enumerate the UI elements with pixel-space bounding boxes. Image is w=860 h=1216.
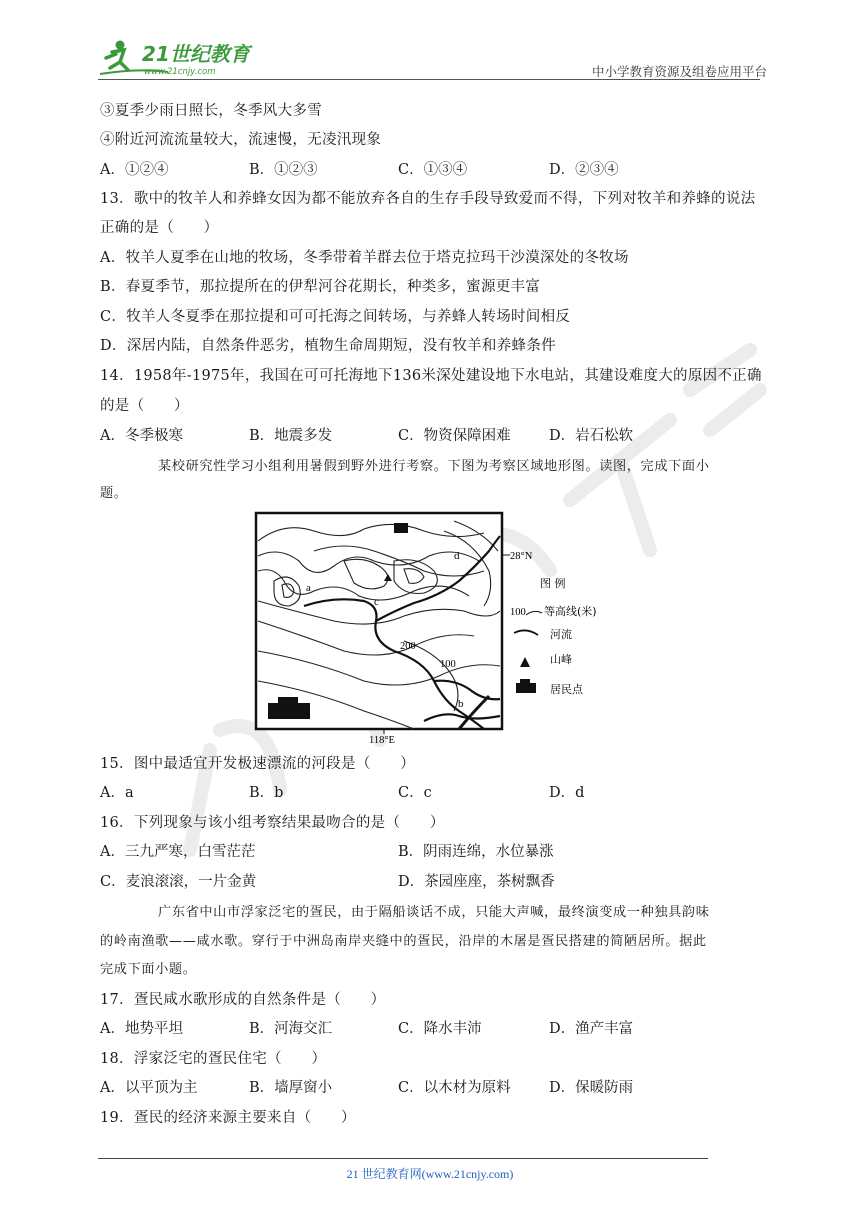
intro1-line1: 某校研究性学习小组利用暑假到野外进行考察。下图为考察区域地形图。读图，完成下面小 <box>158 459 710 474</box>
intro2-line2: 的岭南渔歌——咸水歌。穿行于中洲岛南岸夹缝中的疍民，沿岸的木屠是疍民搭建的简陋居所。据此 <box>100 934 707 949</box>
q18-option-d[interactable]: D．保暖防雨 <box>549 1080 634 1096</box>
q13-option-d[interactable]: D．深居内陆，自然条件恶劣，植物生命周期短，没有牧羊和养蜂条件 <box>100 338 556 354</box>
longitude-label: 118°E <box>369 735 395 746</box>
q14-option-c[interactable]: C．物资保障困难 <box>398 428 511 444</box>
footer-divider <box>98 1158 708 1159</box>
latitude-label: 28°N <box>510 551 533 562</box>
q13-option-c[interactable]: C．牧羊人冬夏季在那拉提和可可托海之间转场，与养蜂人转场时间相反 <box>100 309 571 325</box>
q12-option-d[interactable]: D．②③④ <box>549 162 619 178</box>
legend-title: 图 例 <box>540 577 566 590</box>
map-frame <box>256 513 502 729</box>
statement-3: ③夏季少雨日照长，冬季风大多雪 <box>100 103 322 119</box>
q13-option-a[interactable]: A．牧羊人夏季在山地的牧场，冬季带着羊群去位于塔克拉玛干沙漠深处的冬牧场 <box>100 250 629 266</box>
contour-label-200: 200 <box>400 641 416 652</box>
q15-option-d[interactable]: D．d <box>549 785 585 801</box>
q16-option-a[interactable]: A．三九严寒，白雪茫茫 <box>100 844 256 860</box>
q13-option-b[interactable]: B．春夏季节，那拉提所在的伊犁河谷花期长，种类多，蜜源更丰富 <box>100 279 541 295</box>
peak-legend-icon <box>520 657 530 667</box>
legend-river: 河流 <box>550 628 572 641</box>
q16-option-d[interactable]: D．茶园座座，茶树飘香 <box>398 874 555 890</box>
q12-option-c[interactable]: C．①③④ <box>398 162 468 178</box>
legend-contour: 等高线(米) <box>544 605 597 618</box>
q13-stem-line2: 正确的是（ ） <box>100 220 219 236</box>
q19-stem: 19．疍民的经济来源主要来自（ ） <box>100 1110 356 1126</box>
legend-settlement: 居民点 <box>550 683 583 696</box>
legend-peak: 山峰 <box>550 653 572 666</box>
topographic-map <box>254 511 614 746</box>
intro1-line2: 题。 <box>100 486 128 501</box>
map-label-a: a <box>306 582 311 594</box>
statement-4: ④附近河流流量较大，流速慢，无凌汛现象 <box>100 132 382 148</box>
q12-option-a[interactable]: A．①②④ <box>100 162 169 178</box>
site-logo <box>98 38 268 80</box>
intro2-line1: 广东省中山市浮家泛宅的疍民，由于隔船谈话不成，只能大声喊，最终演变成一种独具韵味 <box>158 905 710 920</box>
map-label-b: b <box>458 698 464 710</box>
settlement-icon <box>268 703 310 719</box>
q12-option-b[interactable]: B．①②③ <box>249 162 318 178</box>
q17-option-c[interactable]: C．降水丰沛 <box>398 1021 482 1037</box>
q18-stem: 18．浮家泛宅的疍民住宅（ ） <box>100 1051 327 1067</box>
header-divider <box>98 79 760 80</box>
q15-stem: 15．图中最适宜开发极速漂流的河段是（ ） <box>100 756 416 772</box>
q15-option-b[interactable]: B．b <box>249 785 284 801</box>
q17-option-a[interactable]: A．地势平坦 <box>100 1021 183 1037</box>
q16-option-b[interactable]: B．阴雨连绵，水位暴涨 <box>398 844 554 860</box>
q15-option-a[interactable]: A．a <box>100 785 134 801</box>
header-platform-text: 中小学教育资源及组卷应用平台 <box>592 64 768 79</box>
q15-option-c[interactable]: C．c <box>398 785 432 801</box>
q16-stem: 16．下列现象与该小组考察结果最吻合的是（ ） <box>100 815 445 831</box>
q17-option-d[interactable]: D．渔产丰富 <box>549 1021 634 1037</box>
q14-option-b[interactable]: B．地震多发 <box>249 428 333 444</box>
q18-option-c[interactable]: C．以木材为原料 <box>398 1080 511 1096</box>
map-legend <box>510 576 597 696</box>
q14-stem-line1: 14．1958年-1975年，我国在可可托海地下136米深处建设地下水电站，其建设难度大的原因不正确 <box>100 368 762 384</box>
q14-option-a[interactable]: A．冬季极寒 <box>100 428 183 444</box>
q17-option-b[interactable]: B．河海交汇 <box>249 1021 333 1037</box>
q17-stem: 17．疍民咸水歌形成的自然条件是（ ） <box>100 992 386 1008</box>
settlement-legend-icon <box>516 683 536 693</box>
q16-option-c[interactable]: C．麦浪滚滚，一片金黄 <box>100 874 257 890</box>
q18-option-a[interactable]: A．以平顶为主 <box>100 1080 198 1096</box>
map-label-c: c <box>374 596 379 608</box>
q14-stem-line2: 的是（ ） <box>100 398 189 414</box>
q13-stem-line1: 13．歌中的牧羊人和养蜂女因为都不能放弃各自的生存手段导致爱而不得，下列对牧羊和养蜂的说法 <box>100 191 756 207</box>
q14-option-d[interactable]: D．岩石松软 <box>549 428 634 444</box>
intro2-line3: 完成下面小题。 <box>100 962 197 977</box>
logo-url: www.21cnjy.com <box>144 67 216 77</box>
map-label-d: d <box>454 550 460 562</box>
legend-contour-num: 100 <box>510 607 526 618</box>
q18-option-b[interactable]: B．墙厚窗小 <box>249 1080 333 1096</box>
footer-link[interactable]: 21 世纪教育网(www.21cnjy.com) <box>346 1167 514 1181</box>
contour-label-100: 100 <box>440 659 456 670</box>
logo-text: 21世纪教育 <box>142 42 250 66</box>
settlement-icon <box>394 523 408 533</box>
river-legend-icon <box>514 630 538 635</box>
